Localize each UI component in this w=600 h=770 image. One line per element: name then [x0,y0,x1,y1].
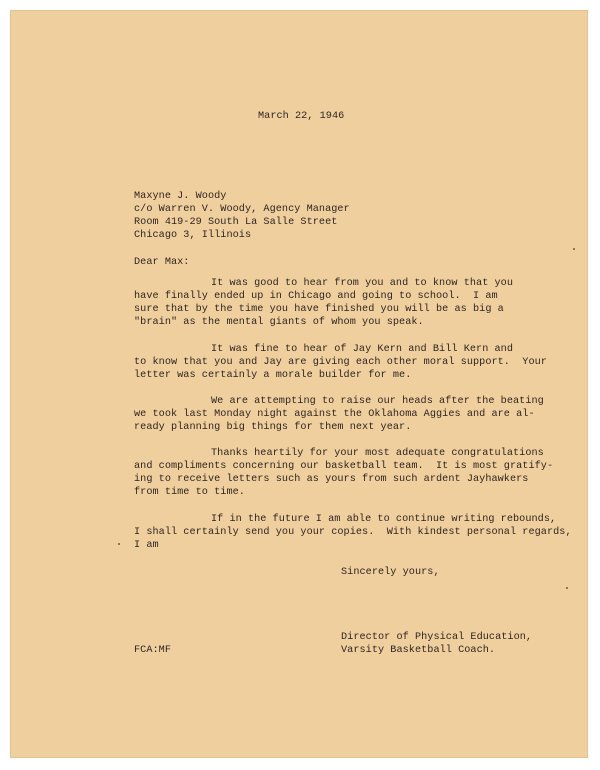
paragraph-1-line-3: sure that by the time you have finished you will be as big a [134,304,504,315]
paragraph-3-line-2: we took last Monday night against the Oklahoma Aggies and are al- [134,409,535,420]
paragraph-2-line-3: letter was certainly a morale builder for me. [134,370,412,381]
page-speck [118,543,120,545]
paragraph-4-line-2: and compliments concerning our basketball team. It is most gratify- [134,461,554,472]
recipient-care-of: c/o Warren V. Woody, Agency Manager [134,204,350,215]
salutation: Dear Max: [134,257,190,268]
paragraph-3-line-1: We are attempting to raise our heads after the beating [211,396,544,407]
paragraph-5-line-3: I am [134,540,159,551]
recipient-street: Room 419-29 South La Salle Street [134,217,338,228]
reference-initials: FCA:MF [134,645,171,656]
paragraph-4-line-1: Thanks heartily for your most adequate congratulations [211,448,544,459]
paragraph-3-line-3: ready planning big things for them next year. [134,422,412,433]
paragraph-1-line-2: have finally ended up in Chicago and going to school. I am [134,291,498,302]
signature-title-line-2: Varsity Basketball Coach. [341,645,496,656]
letter-date: March 22, 1946 [258,111,345,122]
recipient-name: Maxyne J. Woody [134,191,227,202]
page-speck [566,587,568,589]
paragraph-5-line-1: If in the future I am able to continue writing rebounds, [211,514,557,525]
page-speck [573,248,575,250]
letter-page [10,10,588,758]
paragraph-5-line-2: I shall certainly send you your copies. With kindest personal regards, [134,527,572,538]
paragraph-1-line-4: "brain" as the mental giants of whom you speak. [134,317,424,328]
paragraph-2-line-1: It was fine to hear of Jay Kern and Bill Kern and [211,344,514,355]
closing: Sincerely yours, [341,567,440,578]
paragraph-4-line-4: from time to time. [134,487,245,498]
paragraph-2-line-2: to know that you and Jay are giving each other moral support. Your [134,357,547,368]
paragraph-1-line-1: It was good to hear from you and to know that you [211,278,514,289]
paragraph-4-line-3: ing to receive letters such as yours from such ardent Jayhawkers [134,474,529,485]
recipient-city: Chicago 3, Illinois [134,230,252,241]
signature-title-line-1: Director of Physical Education, [341,632,533,643]
